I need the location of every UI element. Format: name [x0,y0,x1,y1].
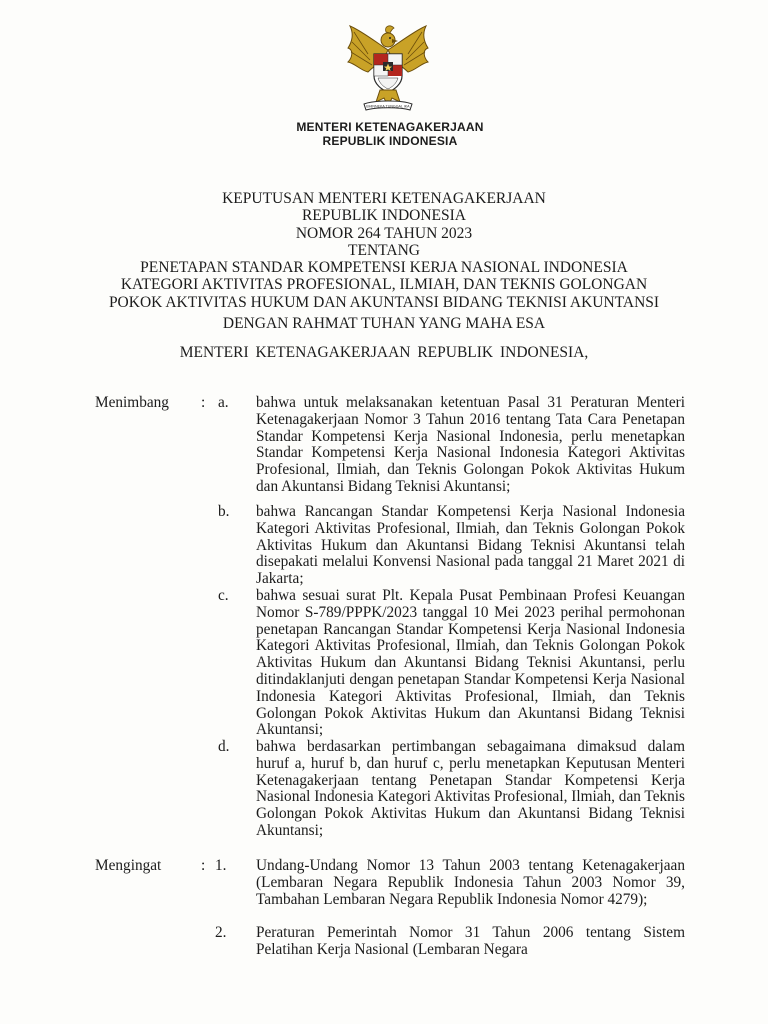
item-marker: b. [218,503,230,520]
item-text: bahwa berdasarkan pertimbangan sebagaimana dimaksud dalam huruf a, huruf b, dan huruf c, perlu menetapkan Keputusan Menteri Ketenagakerjaan tentang Penetapan Standar Kompetensi Kerja Nasional Indonesia Kategori Aktivitas Profesional, Ilmiah, dan Teknis Golongan Pokok Aktivitas Hukum dan Akuntansi Bidang Teknisi Akuntansi; [256,738,685,839]
svg-text:BHINNEKA TUNGGAL IKA: BHINNEKA TUNGGAL IKA [366,104,410,109]
item-text: Peraturan Pemerintah Nomor 31 Tahun 2006 tentang Sistem Pelatihan Kerja Nasional (Lembaran Negara [256,924,685,958]
subject-line-3: POKOK AKTIVITAS HUKUM DAN AKUNTANSI BIDANG TEKNISI AKUNTANSI [108,293,660,311]
tentang-label: TENTANG [348,241,420,259]
nomor-label: NOMOR [295,224,354,242]
nomor-value: 264 [357,224,381,242]
mengingat-label: Mengingat [95,857,162,874]
item-text: bahwa Rancangan Standar Kompetensi Kerja Nasional Indonesia Kategori Aktivitas Profesional, Ilmiah, dan Teknis Golongan Pokok Aktivitas Hukum dan Akuntansi Bidang Teknisi Akuntansi telah disepakati melalui Konvensi Nasional pada tanggal 21 Maret 2021 di Jakarta; [256,503,685,588]
subject-line-2: KATEGORI AKTIVITAS PROFESIONAL, ILMIAH, DAN TEKNIS GOLONGAN [120,276,648,294]
item-marker: c. [218,587,229,604]
subject-line-1: PENETAPAN STANDAR KOMPETENSI KERJA NASIONAL INDONESIA [140,259,628,277]
menteri-line: MENTERI KETENAGAKERJAAN REPUBLIK INDONESIA, [179,344,589,361]
title-line-1: KEPUTUSAN MENTERI KETENAGAKERJAAN [222,190,546,207]
item-marker: 2. [215,924,227,941]
menimbang-label: Menimbang [95,394,169,411]
item-text: bahwa untuk melaksanakan ketentuan Pasal 31 Peraturan Menteri Ketenagakerjaan Nomor 3 Tahun 2016 tentang Tata Cara Penetapan Standar Kompetensi Kerja Nasional Indonesia, perlu menetapkan Standar Kompetensi Kerja Nasional Indonesia Kategori Aktivitas Profesional, Ilmiah, dan Teknis Golongan Pokok Aktivitas Hukum dan Akuntansi Bidang Teknisi Akuntansi; [256,394,685,495]
ministry-heading [0,120,768,148]
ministry-line-2: REPUBLIK INDONESIA [322,134,458,148]
item-text: bahwa sesuai surat Plt. Kepala Pusat Pembinaan Profesi Keuangan Nomor S-789/PPPK/2023 tanggal 10 Mei 2023 perihal permohonan penetapan Rancangan Standar Kompetensi Kerja Nasional Indonesia Kategori Aktivitas Profesional, Ilmiah, dan Teknis Golongan Pokok Aktivitas Hukum dan Akuntansi Bidang Teknisi Akuntansi, perlu ditindaklanjuti dengan penetapan Standar Kompetensi Kerja Nasional Indonesia Kategori Aktivitas Profesional, Ilmiah, dan Teknis Golongan Pokok Aktivitas Hukum dan Akuntansi Bidang Teknisi Akuntansi; [256,587,685,739]
mengingat-colon: : [201,857,206,874]
item-marker: 1. [215,857,227,874]
ministry-line-1: MENTERI KETENAGAKERJAAN [296,120,484,134]
tahun-label: TAHUN 2023 [384,224,473,242]
title-line-2: REPUBLIK INDONESIA [301,207,467,225]
item-marker: d. [218,738,230,755]
rahmat-line: DENGAN RAHMAT TUHAN YANG MAHA ESA [222,315,546,332]
item-text: Undang-Undang Nomor 13 Tahun 2003 tentang Ketenagakerjaan (Lembaran Negara Republik Indonesia Tahun 2003 Nomor 39, Tambahan Lembaran Negara Republik Indonesia Nomor 4279); [256,857,685,908]
garuda-emblem-icon [338,20,438,116]
decree-title [0,190,768,311]
item-marker: a. [218,394,229,411]
decree-number-line [0,225,768,242]
menimbang-colon: : [201,394,206,411]
